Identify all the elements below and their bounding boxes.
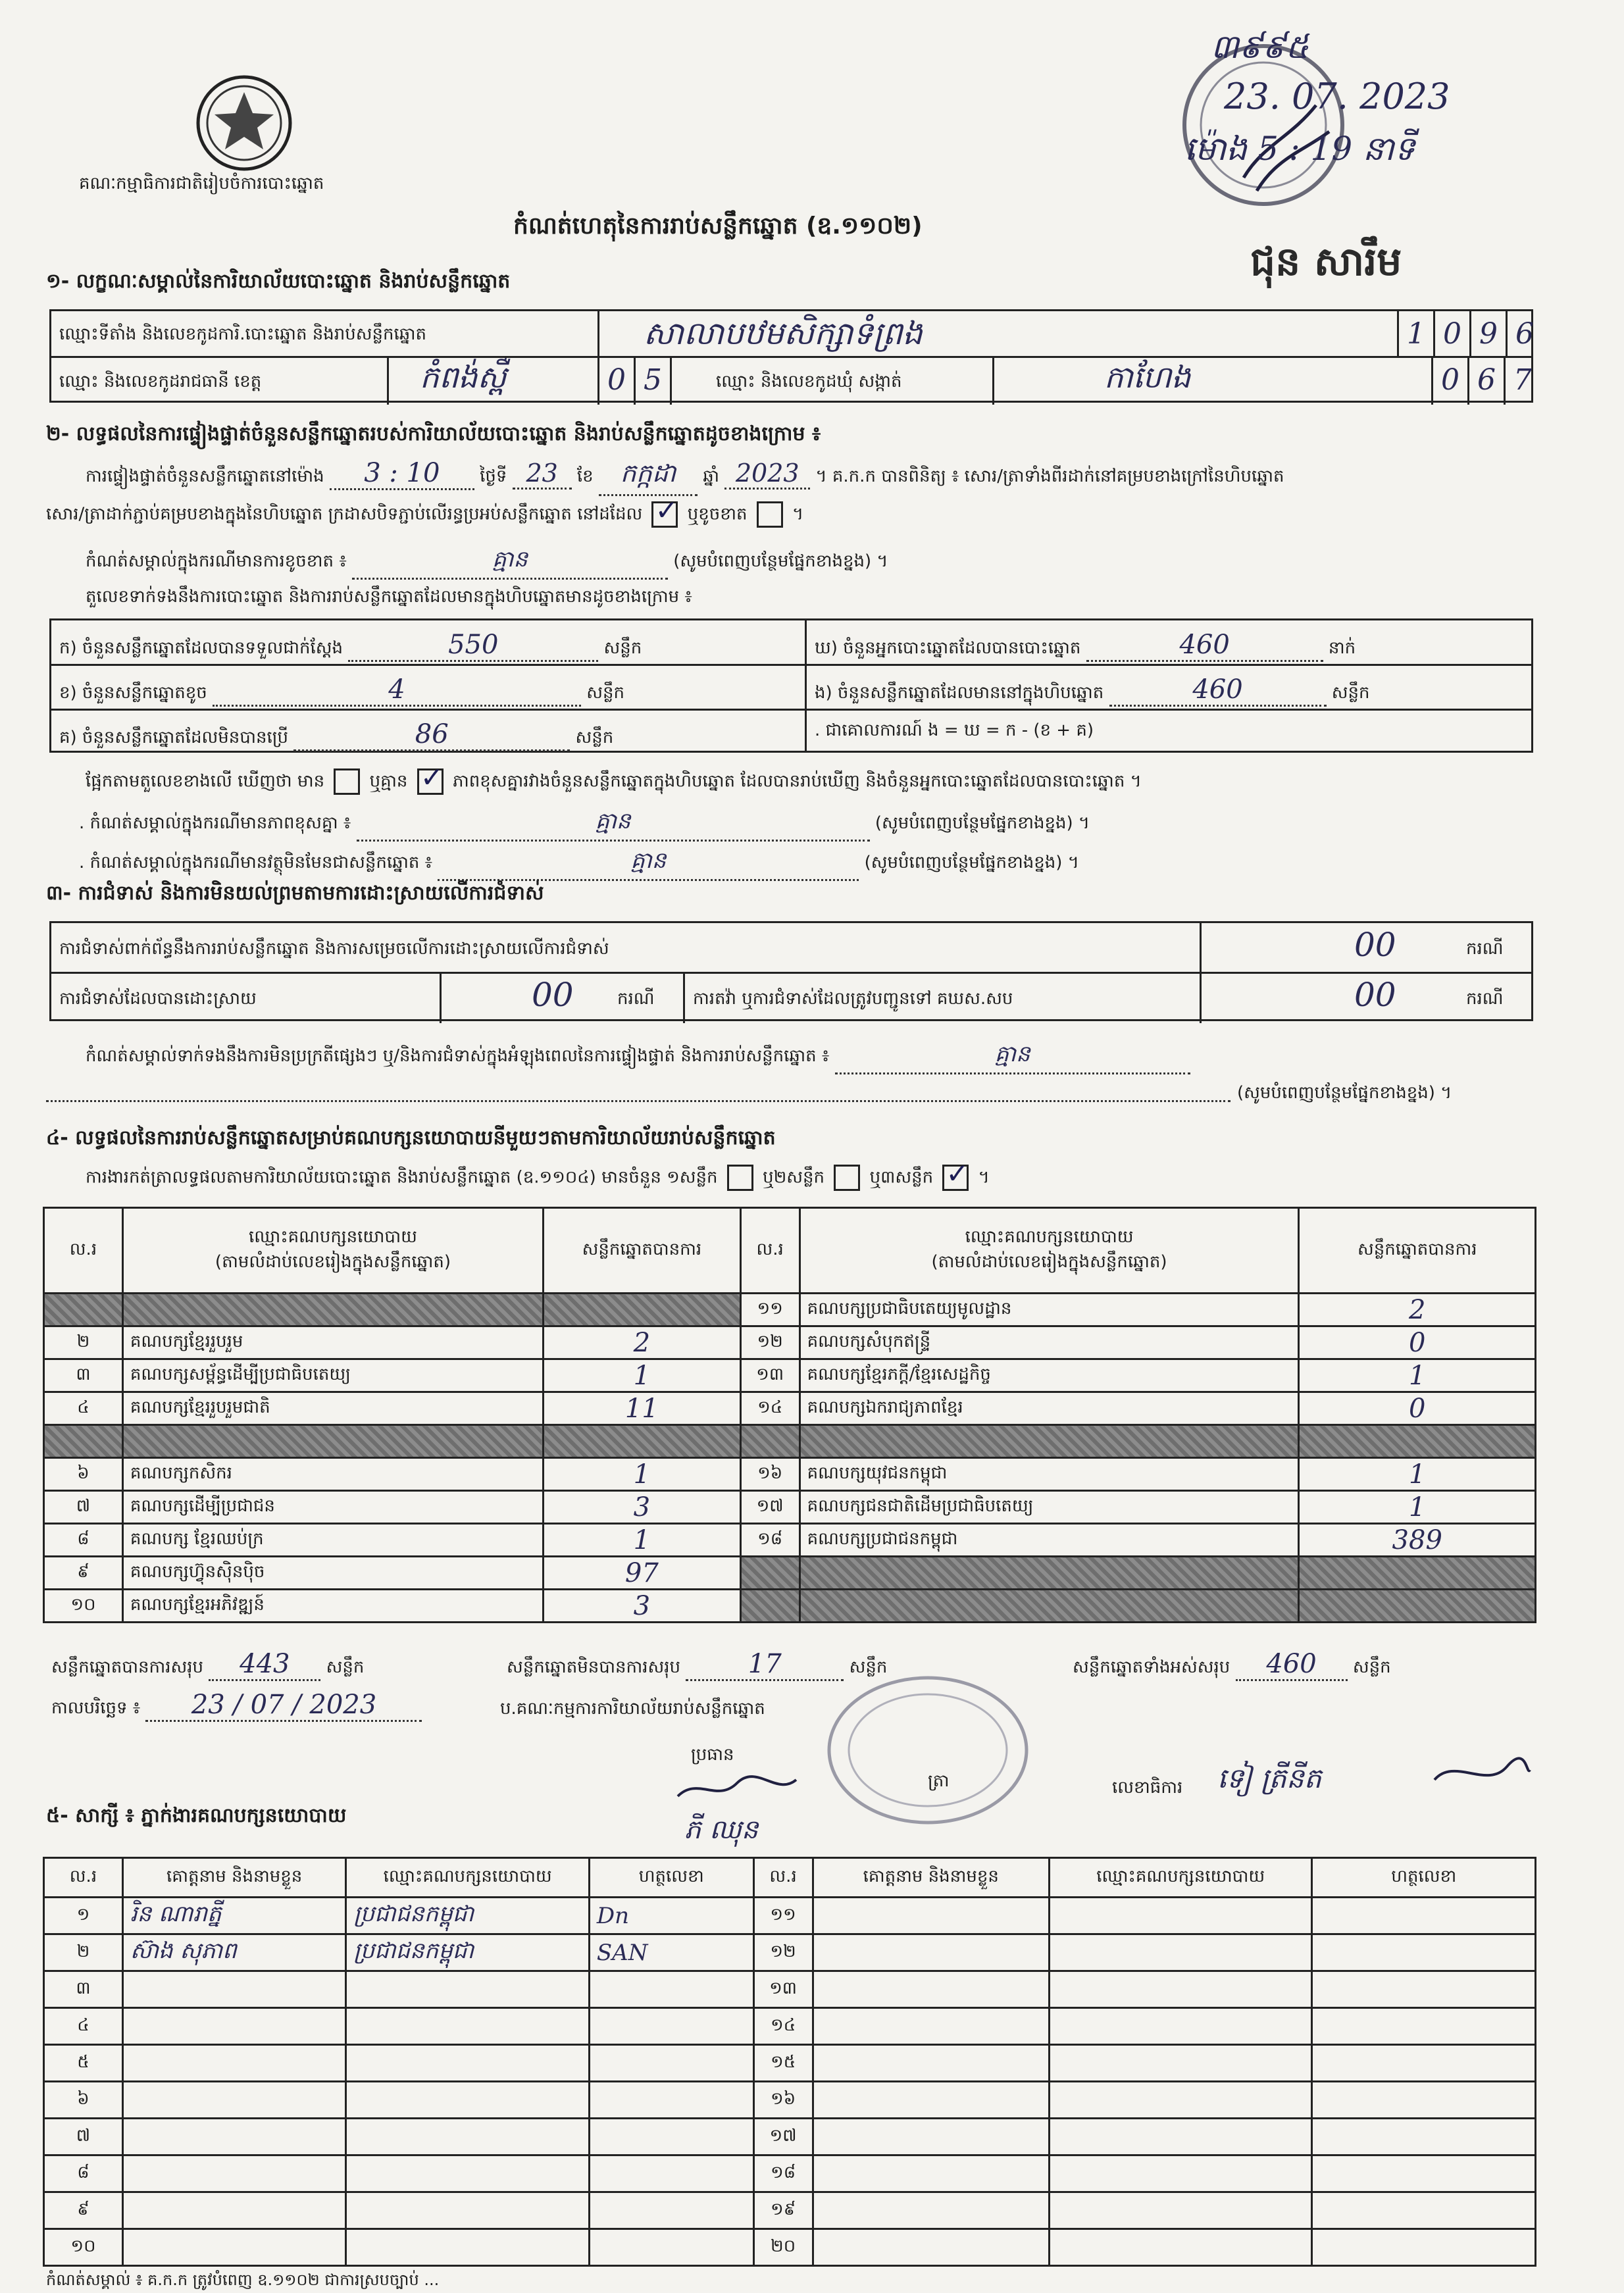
vote-count-cell: 3 [544, 1590, 741, 1623]
party-name-cell: គណបក្សខ្មែរអភិវឌ្ឍន៍ [122, 1590, 543, 1623]
party-name-cell: គណបក្សជនជាតិដើមប្រជាធិបតេយ្យ [799, 1491, 1299, 1524]
party-name-cell: គណបក្សសំបុកឥន្ទ្រី [799, 1326, 1299, 1359]
witness-signature-cell [1312, 2008, 1536, 2045]
row-number-cell: ៤ [44, 1392, 123, 1425]
row-number-cell: ៨ [44, 1524, 123, 1557]
president-signature [671, 1770, 803, 1809]
witness-signature-cell [589, 2192, 753, 2229]
witness-party-cell [346, 1971, 589, 2008]
table-row [44, 1294, 1536, 1326]
witness-name-cell [813, 1898, 1049, 1934]
row-number-cell: ១៦ [753, 2082, 813, 2119]
stamp-time: ម៉ោង 5 : 19 នាទី [1184, 130, 1415, 168]
s3-row1-label: ការជំទាស់ពាក់ព័ន្ធនឹងការរាប់សន្លឹកឆ្នោត និងការសម្រេចលើការដោះស្រាយលើការជំទាស់ [59, 939, 609, 959]
stamp-number: ៣៩៩៥ [1211, 28, 1309, 66]
vote-count-cell: 1 [1299, 1491, 1536, 1524]
vote-count-cell [1299, 1590, 1536, 1623]
witness-name-cell: ស៊ាង សុភាព [122, 1934, 346, 1971]
table-row [44, 2008, 1536, 2045]
s4-sum-invalid: សន្លឹកឆ្នោតមិនបានការសរុប 17 សន្លឹក [507, 1649, 887, 1681]
table-row [44, 1971, 1536, 2008]
row-number-cell: ៣ [44, 1971, 123, 2008]
row-number-cell: ៣ [44, 1359, 123, 1392]
witness-name-cell [813, 2082, 1049, 2119]
row-number-cell: ១០ [44, 1590, 123, 1623]
s5-witness-table: ល.រ គោត្តនាម និងនាមខ្លួន ឈ្មោះគណបក្សនយោបាយ ហត្ថលេខា ល.រ គោត្តនាម និងនាមខ្លួន ឈ្មោះគណបក្សនយោបាយ ហត្ថលេខា ១ រិន ណារាត្នី ប្រជាជនកម្ពុជា Dn ១១ ២ ស៊ាង សុភាព ប្រជាជនកម្ពុជា SAN ១២ ៣ ១៣ ៤ ១៤ ៥ ១៥ ៦ ១៦ ៧ ១៧ ៨ ១៨ ៩ ១៩ ១០ ២០ [43, 1857, 1536, 2267]
intact-checkbox[interactable] [651, 501, 678, 528]
witness-party-cell [346, 2082, 589, 2119]
row-number-cell: ១៦ [740, 1458, 799, 1491]
s2-note-value: គ្មាន [352, 545, 668, 580]
s2-item-a: ក) ចំនួនសន្លឹកឆ្នោតដែលបានទទួលជាក់ស្តែង 550 សន្លឹក [59, 630, 642, 662]
table-row [44, 1458, 1536, 1491]
secretary-name: ទៀ ត្រីនីត [1217, 1762, 1322, 1794]
vote-count-cell: 0 [1299, 1392, 1536, 1425]
table-row [44, 1425, 1536, 1458]
witness-signature-cell [1312, 2155, 1536, 2192]
witness-signature-cell [1312, 2119, 1536, 2155]
witness-name-cell [122, 2155, 346, 2192]
seal-label: ត្រា [928, 1771, 950, 1791]
witness-name-cell [813, 2155, 1049, 2192]
table-row [44, 2229, 1536, 2266]
witness-name-cell [122, 2192, 346, 2229]
s1-province: កំពង់ស្ពឺ [420, 359, 507, 395]
s3-row2-label2: ការតវ៉ា ឬការជំទាស់ដែលត្រូវបញ្ជូនទៅ គឃស.សប [693, 989, 1013, 1009]
row-number-cell: ២ [44, 1326, 123, 1359]
president-label: ប្រធាន [691, 1745, 734, 1765]
table-row [44, 1392, 1536, 1425]
witness-party-cell [1050, 1934, 1312, 1971]
s1-commune-label: ឈ្មោះ និងលេខកូដឃុំ សង្កាត់ [716, 372, 902, 391]
row-number-cell: ១៣ [753, 1971, 813, 2008]
witness-signature-cell [1312, 1934, 1536, 1971]
witness-name-cell [122, 2008, 346, 2045]
witness-signature-cell [589, 2155, 753, 2192]
witness-party-cell [346, 2192, 589, 2229]
witness-signature-cell [1312, 2229, 1536, 2266]
witness-name-cell [813, 2045, 1049, 2082]
vote-count-cell: 1 [544, 1524, 741, 1557]
witness-party-cell [1050, 1898, 1312, 1934]
row-number-cell [740, 1425, 799, 1458]
party-name-cell: គណបក្សខ្មែររួបរួមជាតិ [122, 1392, 543, 1425]
s4-sum-total: សន្លឹកឆ្នោតទាំងអស់សរុប 460 សន្លឹក [1073, 1649, 1391, 1681]
s1-station-code: 1 0 9 6 [1397, 311, 1542, 357]
row-number-cell: ១១ [740, 1294, 799, 1326]
party-name-cell: គណបក្សកសិករ [122, 1458, 543, 1491]
page-title: កំណត់ហេតុនៃការរាប់សន្លឹកឆ្នោត (ឧ.១១០២) [513, 213, 923, 239]
witness-signature-cell [589, 2082, 753, 2119]
s2-intro: តួលេខទាក់ទងនឹងការបោះឆ្នោត និងការរាប់សន្លឹកឆ្នោតដែលមានក្នុងហិបឆ្នោតមានដូចខាងក្រោម ៖ [86, 587, 692, 607]
s2-line1: ការផ្ទៀងផ្ទាត់ចំនួនសន្លឹកឆ្នោតនៅម៉ោង 3 : 10 ថ្ងៃទី 23 ខែ កក្កដា ឆ្នាំ 2023 ។ គ.ក.ក បានពិនិត្យ ៖ សោរ/ត្រាទាំងពីរដាក់នៅគម្របខាងក្រៅនៃហិបឆ្នោត [86, 457, 1284, 496]
witness-name-cell [813, 2192, 1049, 2229]
s2-time: 3 : 10 [330, 458, 474, 490]
stamp-signer: ជុន សារឹម [1250, 239, 1402, 285]
s2-item-d: ឃ) ចំនួនអ្នកបោះឆ្នោតដែលបានបោះឆ្នោត 460 នាក់ [815, 630, 1356, 662]
party-name-cell [799, 1425, 1299, 1458]
party-name-cell: គណបក្ស ខ្មែរឈប់ក្រ [122, 1524, 543, 1557]
witness-party-cell [1050, 2229, 1312, 2266]
s4-intro: ការងារកត់ត្រាលទ្ធផលតាមការិយាល័យបោះឆ្នោត និងរាប់សន្លឹកឆ្នោត (ឧ.១១០៤) មានចំនួន ១សន្លឹក ឬ២សន្លឹក ឬ៣សន្លឹក ✓ ។ [86, 1165, 990, 1192]
witness-party-cell [1050, 1971, 1312, 2008]
witness-name-cell [813, 2008, 1049, 2045]
witness-party-cell [346, 2119, 589, 2155]
witness-signature-cell [1312, 1971, 1536, 2008]
row-number-cell: ១៥ [753, 2045, 813, 2082]
s4-committee: ប.គណៈកម្មការការិយាល័យរាប់សន្លឹកឆ្នោត [500, 1699, 765, 1719]
witness-signature-cell [1312, 2192, 1536, 2229]
s3-row2-label: ការជំទាស់ដែលបានដោះស្រាយ [59, 989, 257, 1009]
row-number-cell: ១៤ [753, 2008, 813, 2045]
vote-count-cell: 2 [1299, 1294, 1536, 1326]
witness-name-cell [122, 2082, 346, 2119]
row-number-cell: ៩ [44, 1557, 123, 1590]
s1-row2-label: ឈ្មោះ និងលេខកូដរាជធានី ខេត្ត [59, 372, 262, 391]
witness-name-cell: រិន ណារាត្នី [122, 1898, 346, 1934]
row-number-cell: ១៣ [740, 1359, 799, 1392]
vote-count-cell: 0 [1299, 1326, 1536, 1359]
row-number-cell: ៤ [44, 2008, 123, 2045]
row-number-cell: ១៤ [740, 1392, 799, 1425]
witness-signature-cell [1312, 2082, 1536, 2119]
damaged-checkbox[interactable] [757, 501, 783, 528]
section3-heading: ៣- ការជំទាស់ និងការមិនយល់ព្រមតាមការដោះស្រាយលើការជំទាស់ [46, 882, 544, 905]
row-number-cell: ៩ [44, 2192, 123, 2229]
vote-count-cell [1299, 1557, 1536, 1590]
table-row [44, 1359, 1536, 1392]
s3-row2-value: 00 [532, 976, 574, 1014]
party-name-cell [799, 1590, 1299, 1623]
witness-signature-cell [589, 1971, 753, 2008]
witness-signature-cell [1312, 1898, 1536, 1934]
row-number-cell: ១៨ [740, 1524, 799, 1557]
row-number-cell: ១៧ [753, 2119, 813, 2155]
vote-count-cell [544, 1294, 741, 1326]
table-row [44, 1326, 1536, 1359]
section1-table [49, 309, 1533, 403]
s2-compare: ផ្អែកតាមតួលេខខាងលើ ឃើញថា មាន ឬគ្មាន ✓ ភាពខុសគ្នារវាងចំនួនសន្លឹកឆ្នោតក្នុងហិបឆ្នោត ដែលបានរាប់ឃើញ និងចំនួនអ្នកបោះឆ្នោតដែលបានបោះឆ្នោត ។ [86, 769, 1142, 795]
vote-count-cell [544, 1425, 741, 1458]
s2-note: កំណត់សម្គាល់ក្នុងករណីមានការខូចខាត ៖ គ្មាន (សូមបំពេញបន្ថែមផ្នែកខាងខ្នង) ។ [86, 545, 888, 580]
witness-signature-cell: SAN [589, 1934, 753, 1971]
table-row [44, 1557, 1536, 1590]
two-sheet-checkbox[interactable] [834, 1165, 860, 1191]
witness-name-cell [122, 1971, 346, 2008]
witness-name-cell [813, 2229, 1049, 2266]
row-number-cell: ៨ [44, 2155, 123, 2192]
section2-heading: ២- លទ្ធផលនៃការផ្ទៀងផ្ទាត់ចំនួនសន្លឹកឆ្នោតរបស់ការិយាល័យបោះឆ្នោត និងរាប់សន្លឹកឆ្នោតដូចខាងក្រោម ៖ [46, 422, 821, 445]
party-name-cell: គណបក្សប្រជាជនកម្ពុជា [799, 1524, 1299, 1557]
president-name: ភី ឈុន [684, 1815, 759, 1845]
s2-figures-table [49, 618, 1533, 753]
s2-note3: . កំណត់សម្គាល់ក្នុងករណីមានវត្ថុមិនមែនជាសន្លឹកឆ្នោត ៖ គ្មាន (សូមបំពេញបន្ថែមផ្នែកខាងខ្នង) ។ [79, 846, 1079, 881]
s2-item-b: ខ) ចំនួនសន្លឹកឆ្នោតខូច 4 សន្លឹក [59, 674, 624, 707]
party-name-cell: គណបក្សខ្មែររួបរួម [122, 1326, 543, 1359]
witness-party-cell [1050, 2082, 1312, 2119]
witness-party-cell [1050, 2008, 1312, 2045]
section5-heading: ៥- សាក្សី ៖ ភ្នាក់ងារគណបក្សនយោបាយ [46, 1804, 347, 1827]
s2-year: 2023 [724, 459, 810, 490]
one-sheet-checkbox[interactable] [727, 1165, 753, 1191]
table-row [44, 1590, 1536, 1623]
table-row [44, 1934, 1536, 1971]
table-row [44, 2082, 1536, 2119]
witness-party-cell [346, 2045, 589, 2082]
witness-party-cell: ប្រជាជនកម្ពុជា [346, 1934, 589, 1971]
table-row [44, 2119, 1536, 2155]
s4-sum-valid: សន្លឹកឆ្នោតបានការសរុប 443 សន្លឹក [51, 1649, 364, 1681]
s2-line2: សោរ/ត្រាដាក់ភ្ជាប់គម្របខាងក្នុងនៃហិបឆ្នោត ក្រដាសបិទភ្ជាប់លើរន្ធប្រអប់សន្លឹកឆ្នោត នៅដដែល ✓ ឬខូចខាត ។ [46, 501, 803, 528]
s3-note: កំណត់សម្គាល់ទាក់ទងនឹងការមិនប្រក្រតីផ្សេងៗ ឬ/និងការជំទាស់ក្នុងអំឡុងពេលនៃការផ្ទៀងផ្ទាត់ និងការរាប់សន្លឹកឆ្នោត ៖ គ្មាន [86, 1040, 1190, 1074]
vote-count-cell: 1 [544, 1359, 741, 1392]
row-number-cell: ១១ [753, 1898, 813, 1934]
three-sheet-checkbox[interactable] [942, 1165, 969, 1191]
party-name-cell: គណបក្សប្រជាធិបតេយ្យមូលដ្ឋាន [799, 1294, 1299, 1326]
party-name-cell: គណបក្សខ្មែរភក្ដី/ខ្មែរសេដ្ឋកិច្ច [799, 1359, 1299, 1392]
committee-seal [816, 1671, 1040, 1829]
witness-name-cell [813, 1971, 1049, 2008]
s2-month: កក្កដា [599, 457, 698, 496]
s3-row1-value: 00 [1354, 926, 1396, 964]
witness-name-cell [122, 2229, 346, 2266]
witness-party-cell: ប្រជាជនកម្ពុជា [346, 1898, 589, 1934]
row-number-cell: ១២ [753, 1934, 813, 1971]
witness-signature-cell [589, 2229, 753, 2266]
row-number-cell: ១៨ [753, 2155, 813, 2192]
row-number-cell: ១២ [740, 1326, 799, 1359]
secretary-signature [1428, 1753, 1533, 1793]
table-row [44, 1524, 1536, 1557]
s4-date: កាលបរិច្ឆេទ ៖ 23 / 07 / 2023 [51, 1690, 422, 1722]
party-name-cell: គណបក្សហ៊្វុនស៊ិនប៉ិច [122, 1557, 543, 1590]
difference-no-checkbox[interactable] [417, 769, 444, 795]
vote-count-cell: 1 [544, 1458, 741, 1491]
s3-row2-value2: 00 [1354, 976, 1396, 1014]
row-number-cell: ២០ [753, 2229, 813, 2266]
row-number-cell: ១៧ [740, 1491, 799, 1524]
row-number-cell [740, 1590, 799, 1623]
committee-name: គណៈកម្មាធិការជាតិរៀបចំការបោះឆ្នោត [79, 174, 324, 193]
s1-commune: កាហែង [1104, 359, 1191, 395]
row-number-cell [44, 1294, 123, 1326]
table-row [44, 2045, 1536, 2082]
section1-heading: ១- លក្ខណៈសម្គាល់នៃការិយាល័យបោះឆ្នោត និងរាប់សន្លឹកឆ្នោត [46, 270, 511, 293]
row-number-cell: ២ [44, 1934, 123, 1971]
witness-signature-cell [1312, 2045, 1536, 2082]
witness-signature-cell [589, 2119, 753, 2155]
s2-item-e: ង) ចំនួនសន្លឹកឆ្នោតដែលមាននៅក្នុងហិបឆ្នោត 460 សន្លឹក [815, 674, 1370, 707]
row-number-cell: ១ [44, 1898, 123, 1934]
witness-party-cell [346, 2229, 589, 2266]
table-row [44, 1491, 1536, 1524]
witness-signature-cell [589, 2008, 753, 2045]
section4-heading: ៤- លទ្ធផលនៃការរាប់សន្លឹកឆ្នោតសម្រាប់គណបក្សនយោបាយនីមួយៗតាមការិយាល័យរាប់សន្លឹកឆ្នោត [46, 1126, 776, 1149]
party-name-cell [799, 1557, 1299, 1590]
witness-party-cell [1050, 2192, 1312, 2229]
row-number-cell [44, 1425, 123, 1458]
vote-count-cell: 1 [1299, 1458, 1536, 1491]
row-number-cell: ៥ [44, 2045, 123, 2082]
s2-item-c: គ) ចំនួនសន្លឹកឆ្នោតដែលមិនបានប្រើ 86 សន្លឹក [59, 719, 613, 751]
party-name-cell: គណបក្សឯករាជ្យភាពខ្មែរ [799, 1392, 1299, 1425]
witness-party-cell [1050, 2045, 1312, 2082]
witness-signature-cell: Dn [589, 1898, 753, 1934]
row-number-cell: ១០ [44, 2229, 123, 2266]
vote-count-cell: 389 [1299, 1524, 1536, 1557]
row-number-cell: ៧ [44, 1491, 123, 1524]
party-name-cell: គណបក្សដើម្បីប្រជាជន [122, 1491, 543, 1524]
witness-party-cell [1050, 2155, 1312, 2192]
row-number-cell: ៧ [44, 2119, 123, 2155]
secretary-label: លេខាធិការ [1112, 1778, 1183, 1798]
party-name-cell: គណបក្សសម្ព័ន្ធដើម្បីប្រជាធិបតេយ្យ [122, 1359, 543, 1392]
s1-row1-label: ឈ្មោះទីតាំង និងលេខកូដការិ.បោះឆ្នោត និងរាប់សន្លឹកឆ្នោត [59, 324, 426, 344]
row-number-cell: ១៩ [753, 2192, 813, 2229]
witness-name-cell [813, 1934, 1049, 1971]
s3-note-hint: (សូមបំពេញបន្ថែមផ្នែកខាងខ្នង) ។ [1237, 1083, 1452, 1103]
s1-commune-code: 0 6 7 [1431, 356, 1540, 405]
witness-party-cell [346, 2155, 589, 2192]
vote-count-cell [1299, 1425, 1536, 1458]
vote-count-cell: 2 [544, 1326, 741, 1359]
vote-count-cell: 3 [544, 1491, 741, 1524]
witness-name-cell [122, 2045, 346, 2082]
s1-province-code: 0 5 [597, 356, 672, 405]
row-number-cell: ៦ [44, 2082, 123, 2119]
stamp-date: 23. 07. 2023 [1224, 76, 1450, 117]
s1-polling-station: សាលាបឋមសិក្សាទំព្រង [644, 315, 923, 352]
table-row [44, 2155, 1536, 2192]
row-number-cell [740, 1557, 799, 1590]
vote-count-cell: 97 [544, 1557, 741, 1590]
witness-party-cell [346, 2008, 589, 2045]
party-name-cell [122, 1425, 543, 1458]
s4-results-table: ល.រ ឈ្មោះគណបក្សនយោបាយ (តាមលំដាប់លេខរៀងក្នុងសន្លឹកឆ្នោត) សន្លឹកឆ្នោតបានការ ល.រ ឈ្មោះគណបក្សនយោបាយ (តាមលំដាប់លេខរៀងក្នុងសន្លឹកឆ្នោត) សន្លឹកឆ្នោតបានការ ១១ គណបក្សប្រជាធិបតេយ្យមូលដ្ឋាន 2 ២ គណបក្សខ្មែររួបរួម 2 ១២ គណបក្សសំបុកឥន្ទ្រី 0 ៣ គណបក្សសម្ព័ន្ធដើម្បីប្រជាធិបតេយ្យ 1 ១៣ គណបក្សខ្មែរភក្ដី/ខ្មែរសេដ្ឋកិច្ច 1 ៤ គណបក្សខ្មែររួបរួមជាតិ 11 ១៤ គណបក្សឯករាជ្យភាពខ្មែរ 0 ៦ គណបក្សកសិករ 1 ១៦ គណបក្សយុវជនកម្ពុជា 1 ៧ គណបក្សដើម្បីប្រជាជន 3 ១៧ គណបក្សជនជាតិដើមប្រជាធិបតេយ្យ 1 ៨ គណបក្ស ខ្មែរឈប់ក្រ 1 ១៨ គណបក្សប្រជាជនកម្ពុជា 389 ៩ គណបក្សហ៊្វុនស៊ិនប៉ិច 97 ១០ គណបក្សខ្មែរអភិវឌ្ឍន៍ 3 [43, 1207, 1536, 1623]
footer-note: កំណត់សម្គាល់ ៖ គ.ក.ក ត្រូវបំពេញ ឧ.១១០២ ជាការស្របច្បាប់ ... [46, 2271, 440, 2289]
witness-name-cell [122, 2119, 346, 2155]
party-name-cell: គណបក្សយុវជនកម្ពុជា [799, 1458, 1299, 1491]
s3-table: ការជំទាស់ពាក់ព័ន្ធនឹងការរាប់សន្លឹកឆ្នោត និងការសម្រេចលើការដោះស្រាយលើការជំទាស់ 00 ករណី ការជំទាស់ដែលបានដោះស្រាយ 00 ករណី ការតវ៉ា ឬការជំទាស់ដែលត្រូវបញ្ជូនទៅ គឃស.សប 00 ករណី [49, 921, 1533, 1021]
witness-name-cell [813, 2119, 1049, 2155]
s2-day: 23 [513, 459, 572, 490]
witness-party-cell [1050, 2119, 1312, 2155]
emblem-logo [195, 74, 293, 172]
witness-signature-cell [589, 2045, 753, 2082]
table-row [44, 2192, 1536, 2229]
table-row [44, 1898, 1536, 1934]
party-name-cell [122, 1294, 543, 1326]
row-number-cell: ៦ [44, 1458, 123, 1491]
difference-yes-checkbox[interactable] [334, 769, 360, 795]
s2-note2: . កំណត់សម្គាល់ក្នុងករណីមានភាពខុសគ្នា ៖ គ្មាន (សូមបំពេញបន្ថែមផ្នែកខាងខ្នង) ។ [79, 807, 1090, 842]
vote-count-cell: 1 [1299, 1359, 1536, 1392]
vote-count-cell: 11 [544, 1392, 741, 1425]
s2-formula: . ជាគោលការណ៍ ង = ឃ = ក - (ខ + គ) [815, 720, 1094, 740]
